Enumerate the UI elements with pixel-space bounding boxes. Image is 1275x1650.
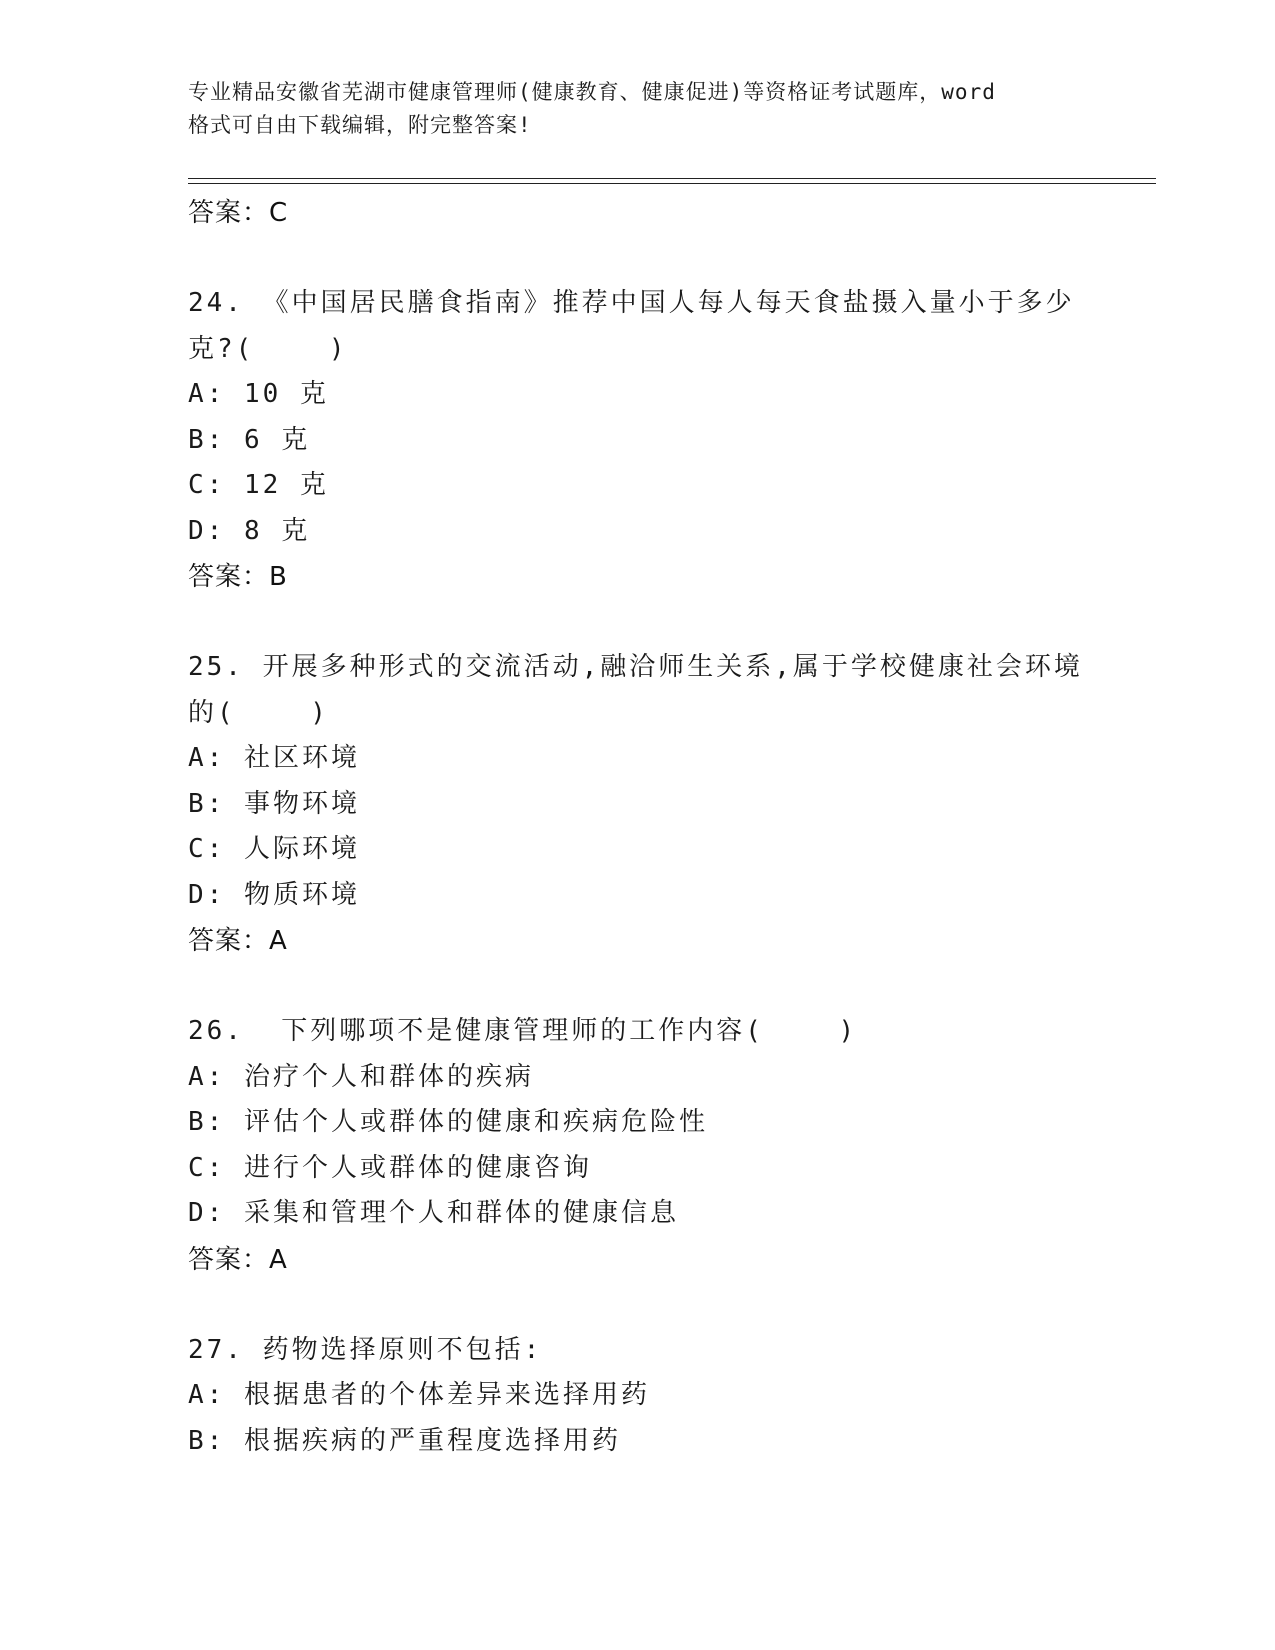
option-a: A: 治疗个人和群体的疾病 (188, 1061, 534, 1092)
option-a: A: 根据患者的个体差异来选择用药 (188, 1380, 650, 1410)
answer-line: 答案：C (188, 198, 289, 228)
question-block (188, 1009, 1138, 1283)
option-a: A: 社区环境 (188, 743, 360, 773)
answer-line: 答案：A (188, 1244, 288, 1275)
spacer (188, 1283, 1138, 1328)
option-b: B: 根据疾病的严重程度选择用药 (188, 1425, 621, 1456)
answer-line: 答案：B (188, 562, 288, 592)
question-block (188, 1328, 1138, 1465)
spacer (188, 600, 1138, 645)
option-d: D: 8 克 (188, 515, 311, 546)
answer-line: 答案：A (188, 926, 288, 956)
question-text: 26. 下列哪项不是健康管理师的工作内容( ) (188, 1016, 858, 1046)
question-block (188, 645, 1138, 964)
question-block (188, 281, 1138, 600)
option-c: C: 人际环境 (188, 834, 360, 864)
header-line-1: 专业精品安徽省芜湖市健康管理师(健康教育、健康促进)等资格证考试题库，word (188, 80, 996, 104)
question-list (188, 190, 1138, 1464)
question-text: 25. 开展多种形式的交流活动,融洽师生关系,属于学校健康社会环境 (188, 652, 1083, 682)
question-text: 的( ) (188, 697, 329, 728)
option-c: C: 12 克 (188, 470, 329, 500)
question-text: 克?( ) (188, 333, 348, 364)
option-b: B: 事物环境 (188, 788, 360, 819)
spacer (188, 964, 1138, 1009)
header-divider-top (188, 178, 1156, 179)
option-b: B: 6 克 (188, 424, 311, 455)
option-b: B: 评估个人或群体的健康和疾病危险性 (188, 1107, 708, 1137)
question-text: 27. 药物选择原则不包括: (188, 1334, 543, 1365)
option-c: C: 进行个人或群体的健康咨询 (188, 1152, 592, 1183)
spacer (188, 236, 1138, 281)
page-header (188, 76, 1088, 142)
header-line-2: 格式可自由下载编辑，附完整答案! (188, 113, 532, 137)
header-divider-bottom (188, 183, 1156, 184)
option-d: D: 采集和管理个人和群体的健康信息 (188, 1198, 679, 1228)
question-text: 24. 《中国居民膳食指南》推荐中国人每人每天食盐摄入量小于多少 (188, 288, 1075, 318)
option-a: A: 10 克 (188, 379, 329, 409)
option-d: D: 物质环境 (188, 879, 360, 910)
